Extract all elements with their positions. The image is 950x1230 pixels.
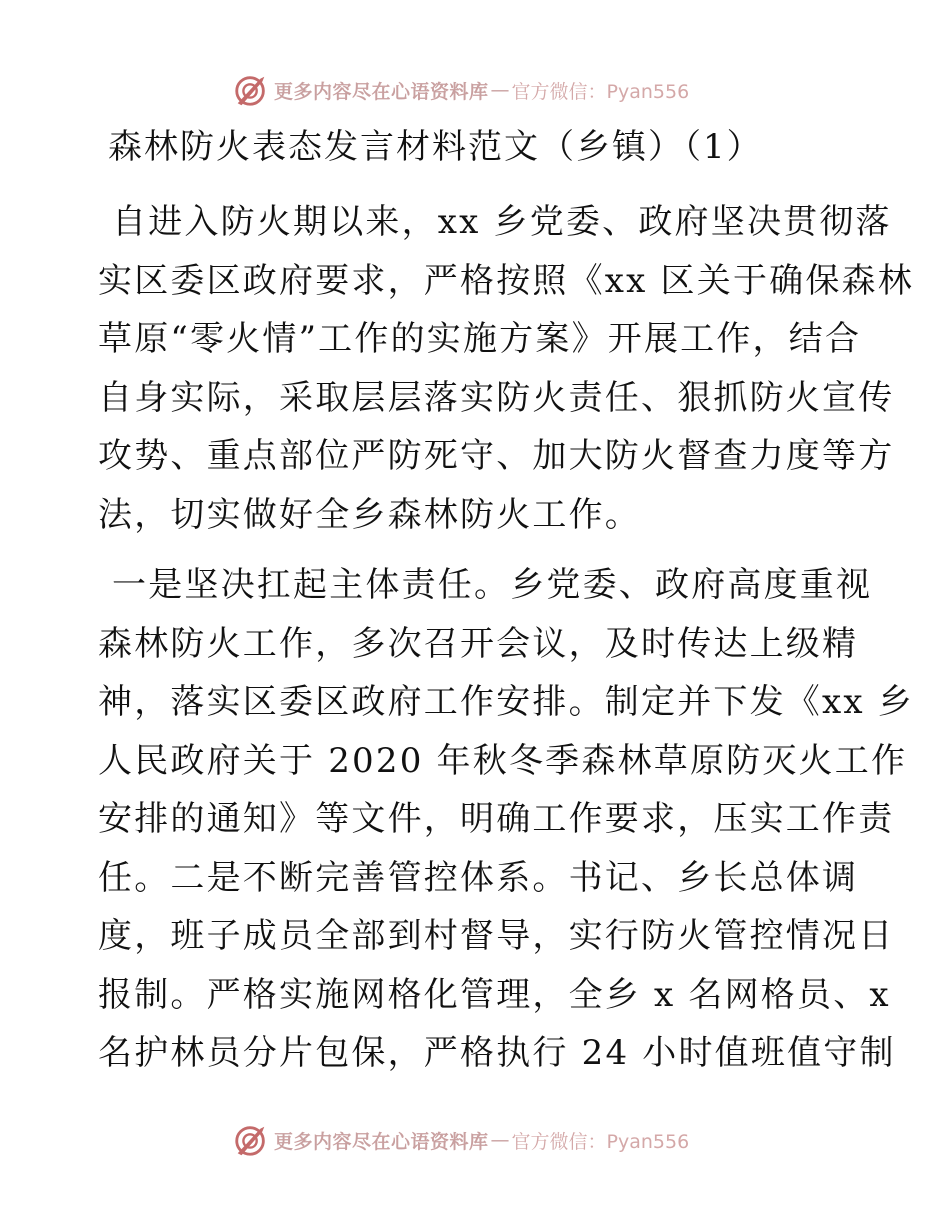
watermark-banner-bottom (232, 1120, 732, 1160)
watermark-separator: — (490, 79, 510, 101)
paragraph-1 (98, 193, 914, 544)
paragraph-line: 名护林员分片包保，严格执行 24 小时值班值守制 (98, 1033, 896, 1073)
paragraph-line: 神，落实区委区政府工作安排。制定并下发《xx 乡 (98, 682, 914, 722)
watermark-wechat-text: 官方微信：Pyan556 (511, 80, 690, 103)
paragraph-line: 法，切实做好全乡森林防火工作。 (98, 494, 641, 535)
watermark-site-text: 更多内容尽在心语资料库 (274, 80, 489, 103)
paragraph-line: 实区委区政府要求，严格按照《xx 区关于确保森林 (98, 260, 914, 301)
watermark-site-text: 更多内容尽在心语资料库 (274, 1130, 489, 1153)
watermark-banner-top (232, 70, 732, 110)
watermark-wechat-text: 官方微信：Pyan556 (511, 1130, 690, 1153)
paragraph-line: 任。二是不断完善管控体系。书记、乡长总体调 (98, 857, 859, 898)
paragraph-line: 度，班子成员全部到村督导，实行防火管控情况日 (98, 916, 895, 956)
paragraph-line: 报制。严格实施网格化管理，全乡 x 名网格员、x (98, 974, 891, 1015)
paragraph-line: 森林防火工作，多次召开会议，及时传达上级精 (98, 623, 859, 664)
paragraph-line: 人民政府关于 2020 年秋冬季森林草原防灭火工作 (98, 740, 908, 781)
paragraph-line: 自进入防火期以来，xx 乡党委、政府坚决贯彻落 (112, 202, 892, 242)
paragraph-line: 一是坚决扛起主体责任。乡党委、政府高度重视 (112, 565, 873, 605)
paragraph-2 (98, 556, 914, 1083)
quill-circle-logo-icon (232, 71, 270, 109)
paragraph-line: 安排的通知》等文件，明确工作要求，压实工作责 (98, 799, 895, 839)
paragraph-line: 自身实际，采取层层落实防火责任、狠抓防火宣传 (98, 377, 895, 418)
quill-circle-logo-icon (232, 1121, 270, 1159)
paragraph-line: 攻势、重点部位严防死守、加大防火督查力度等方 (98, 436, 895, 476)
document-title: 森林防火表态发言材料范文（乡镇）（1） (108, 127, 763, 167)
paragraph-line: 草原“零火情”工作的实施方案》开展工作，结合 (98, 319, 862, 359)
watermark-separator: — (490, 1129, 510, 1151)
